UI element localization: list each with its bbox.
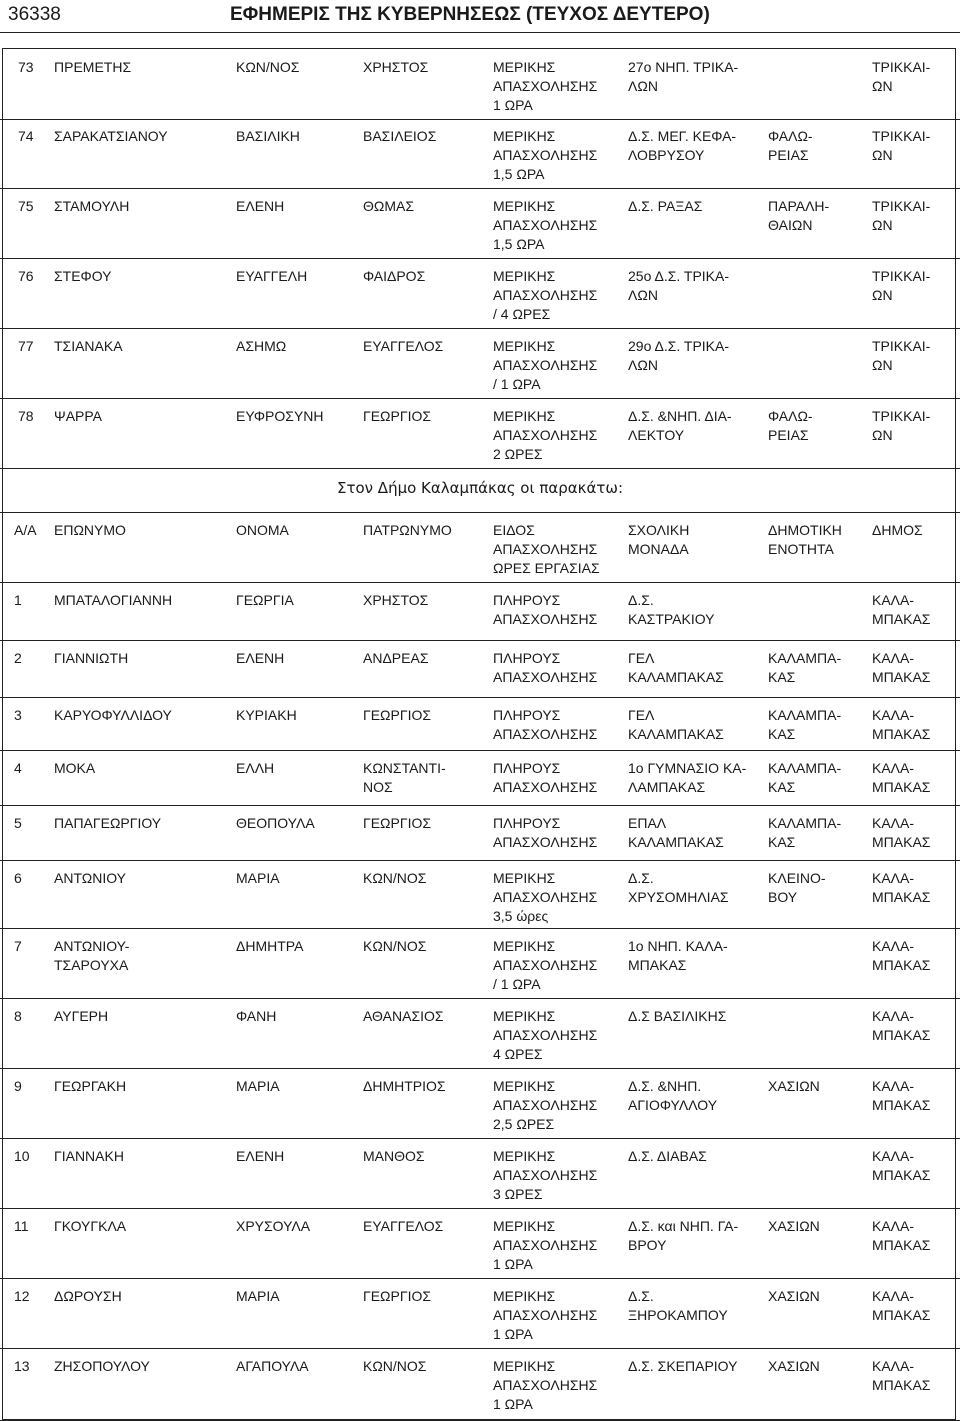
cell-surname: ΜΠΑΤΑΛΟΓΙΑΝΝΗ xyxy=(54,592,173,608)
cell-name: ΜΑΡΙΑ xyxy=(236,1078,280,1094)
cell-name: ΑΓΑΠΟΥΛΑ xyxy=(236,1358,309,1374)
cell-surname: ΤΣΙΑΝΑΚΑ xyxy=(54,338,123,354)
cell-school: Δ.Σ. ΚΑΣΤΡΑΚΙΟΥ xyxy=(628,592,715,627)
cell-school: Δ.Σ. &ΝΗΠ. ΔΙΑ- ΛΕΚΤΟΥ xyxy=(628,408,732,443)
table-row xyxy=(0,582,960,641)
table-row xyxy=(0,258,960,329)
cell-municipality: ΚΑΛΑ- ΜΠΑΚΑΣ xyxy=(872,815,931,850)
cell-father: ΧΡΗΣΤΟΣ xyxy=(363,59,429,75)
cell-unit: ΦΑΛΩ- ΡΕΙΑΣ xyxy=(768,128,813,163)
cell-type: ΜΕΡΙΚΗΣ ΑΠΑΣΧΟΛΗΣΗΣ 1,5 ΩΡΑ xyxy=(493,128,598,182)
table-row xyxy=(0,860,960,929)
cell-no: 12 xyxy=(14,1288,30,1304)
cell-unit: ΧΑΣΙΩΝ xyxy=(768,1078,820,1094)
section-title: Στον Δήμο Καλαμπάκας οι παρακάτω: xyxy=(336,479,624,497)
cell-name: ΘΕΟΠΟΥΛΑ xyxy=(236,815,315,831)
cell-type: ΠΛΗΡΟΥΣ ΑΠΑΣΧΟΛΗΣΗΣ xyxy=(493,592,598,627)
table-row xyxy=(0,998,960,1069)
cell-municipality: ΚΑΛΑ- ΜΠΑΚΑΣ xyxy=(872,650,931,685)
cell-school: Δ.Σ. ΞΗΡΟΚΑΜΠΟΥ xyxy=(628,1288,728,1323)
cell-municipality: ΤΡΙΚΚΑΙ- ΩΝ xyxy=(872,198,931,233)
cell-municipality: ΚΑΛΑ- ΜΠΑΚΑΣ xyxy=(872,592,931,627)
cell-name: ΧΡΥΣΟΥΛΑ xyxy=(236,1218,311,1234)
cell-surname: ΓΙΑΝΝΙΩΤΗ xyxy=(54,650,129,666)
cell-school: ΣΧΟΛΙΚΗ ΜΟΝΑΔΑ xyxy=(628,522,690,557)
cell-surname: ΓΚΟΥΓΚΛΑ xyxy=(54,1218,127,1234)
cell-no: 77 xyxy=(18,338,34,354)
cell-surname: ΣΤΕΦΟΥ xyxy=(54,268,112,284)
cell-municipality: ΚΑΛΑ- ΜΠΑΚΑΣ xyxy=(872,938,931,973)
cell-father: ΕΥΑΓΓΕΛΟΣ xyxy=(363,338,444,354)
cell-school: Δ.Σ. ΔΙΑΒΑΣ xyxy=(628,1148,707,1164)
cell-father: ΔΗΜΗΤΡΙΟΣ xyxy=(363,1078,446,1094)
table-row xyxy=(0,49,960,120)
table-row xyxy=(0,398,960,469)
cell-father: ΓΕΩΡΓΙΟΣ xyxy=(363,707,431,723)
cell-surname: ΠΡΕΜΕΤΗΣ xyxy=(54,59,132,75)
cell-type: ΜΕΡΙΚΗΣ ΑΠΑΣΧΟΛΗΣΗΣ / 1 ΩΡΑ xyxy=(493,338,598,392)
cell-father: ΜΑΝΘΟΣ xyxy=(363,1148,425,1164)
cell-no: 9 xyxy=(14,1078,22,1094)
cell-no: 3 xyxy=(14,707,22,723)
cell-father: ΚΩΝ/ΝΟΣ xyxy=(363,1358,427,1374)
cell-no: 8 xyxy=(14,1008,22,1024)
cell-type: ΜΕΡΙΚΗΣ ΑΠΑΣΧΟΛΗΣΗΣ / 4 ΩΡΕΣ xyxy=(493,268,598,322)
cell-name: ΕΛΕΝΗ xyxy=(236,650,285,666)
cell-school: 25ο Δ.Σ. ΤΡΙΚΑ- ΛΩΝ xyxy=(628,268,730,303)
cell-surname: ΜΟΚΑ xyxy=(54,760,96,776)
table-row xyxy=(0,328,960,399)
cell-name: ΕΛΛΗ xyxy=(236,760,275,776)
cell-surname: ΕΠΩΝΥΜΟ xyxy=(54,522,126,538)
cell-type: ΜΕΡΙΚΗΣ ΑΠΑΣΧΟΛΗΣΗΣ 1 ΩΡΑ xyxy=(493,59,598,113)
cell-no: 1 xyxy=(14,592,22,608)
cell-unit: ΚΑΛΑΜΠΑ- ΚΑΣ xyxy=(768,760,842,795)
cell-father: ΧΡΗΣΤΟΣ xyxy=(363,592,429,608)
cell-name: ΔΗΜΗΤΡΑ xyxy=(236,938,304,954)
cell-father: ΚΩΝ/ΝΟΣ xyxy=(363,870,427,886)
cell-school: Δ.Σ. ΡΑΞΑΣ xyxy=(628,198,703,214)
cell-type: ΜΕΡΙΚΗΣ ΑΠΑΣΧΟΛΗΣΗΣ 1 ΩΡΑ xyxy=(493,1358,598,1412)
cell-father: ΦΑΙΔΡΟΣ xyxy=(363,268,426,284)
cell-type: ΜΕΡΙΚΗΣ ΑΠΑΣΧΟΛΗΣΗΣ 1 ΩΡΑ xyxy=(493,1218,598,1272)
cell-no: 4 xyxy=(14,760,22,776)
cell-name: ΜΑΡΙΑ xyxy=(236,1288,280,1304)
cell-surname: ΓΙΑΝΝΑΚΗ xyxy=(54,1148,124,1164)
section-title-row xyxy=(0,470,960,513)
cell-name: ΕΥΑΓΓΕΛΗ xyxy=(236,268,308,284)
cell-no: 73 xyxy=(18,59,34,75)
cell-municipality: ΚΑΛΑ- ΜΠΑΚΑΣ xyxy=(872,1078,931,1113)
cell-type: ΜΕΡΙΚΗΣ ΑΠΑΣΧΟΛΗΣΗΣ 1,5 ΩΡΑ xyxy=(493,198,598,252)
cell-name: ΒΑΣΙΛΙΚΗ xyxy=(236,128,300,144)
cell-father: ΘΩΜΑΣ xyxy=(363,198,415,214)
table-row xyxy=(0,1138,960,1209)
cell-school: ΕΠΑΛ ΚΑΛΑΜΠΑΚΑΣ xyxy=(628,815,724,850)
cell-father: ΑΘΑΝΑΣΙΟΣ xyxy=(363,1008,444,1024)
table-row xyxy=(0,1278,960,1349)
cell-name: ΟΝΟΜΑ xyxy=(236,522,289,538)
cell-unit: ΧΑΣΙΩΝ xyxy=(768,1358,820,1374)
cell-municipality: ΚΑΛΑ- ΜΠΑΚΑΣ xyxy=(872,707,931,742)
cell-school: 29ο Δ.Σ. ΤΡΙΚΑ- ΛΩΝ xyxy=(628,338,730,373)
cell-name: ΓΕΩΡΓΙΑ xyxy=(236,592,294,608)
cell-municipality: ΤΡΙΚΚΑΙ- ΩΝ xyxy=(872,59,931,94)
cell-name: ΦΑΝΗ xyxy=(236,1008,277,1024)
cell-no: 7 xyxy=(14,938,22,954)
table-row xyxy=(0,640,960,698)
cell-school: Δ.Σ. &ΝΗΠ. ΑΓΙΟΦΥΛΛΟΥ xyxy=(628,1078,718,1113)
cell-type: ΠΛΗΡΟΥΣ ΑΠΑΣΧΟΛΗΣΗΣ xyxy=(493,650,598,685)
cell-father: ΚΩΝΣΤΑΝΤΙ- ΝΟΣ xyxy=(363,760,446,795)
cell-name: ΕΥΦΡΟΣΥΝΗ xyxy=(236,408,324,424)
cell-no: 10 xyxy=(14,1148,30,1164)
table-row xyxy=(0,118,960,189)
cell-no: 76 xyxy=(18,268,34,284)
cell-municipality: ΚΑΛΑ- ΜΠΑΚΑΣ xyxy=(872,1218,931,1253)
cell-municipality: ΚΑΛΑ- ΜΠΑΚΑΣ xyxy=(872,760,931,795)
cell-name: ΜΑΡΙΑ xyxy=(236,870,280,886)
cell-unit: ΔΗΜΟΤΙΚΗ ΕΝΟΤΗΤΑ xyxy=(768,522,842,557)
cell-unit: ΚΑΛΑΜΠΑ- ΚΑΣ xyxy=(768,707,842,742)
cell-no: 2 xyxy=(14,650,22,666)
cell-no: 13 xyxy=(14,1358,30,1374)
cell-father: ΚΩΝ/ΝΟΣ xyxy=(363,938,427,954)
cell-unit: ΧΑΣΙΩΝ xyxy=(768,1218,820,1234)
cell-no: 75 xyxy=(18,198,34,214)
cell-father: ΕΥΑΓΓΕΛΟΣ xyxy=(363,1218,444,1234)
cell-name: ΕΛΕΝΗ xyxy=(236,198,285,214)
table-header-row xyxy=(0,512,960,583)
cell-no: 11 xyxy=(14,1218,29,1234)
cell-surname: ΣΑΡΑΚΑΤΣΙΑΝΟΥ xyxy=(54,128,168,144)
cell-surname: ΑΝΤΩΝΙΟΥ xyxy=(54,870,126,886)
cell-municipality: ΤΡΙΚΚΑΙ- ΩΝ xyxy=(872,408,931,443)
cell-no: Α/Α xyxy=(14,522,37,538)
cell-surname: ΑΝΤΩΝΙΟΥ- ΤΣΑΡΟΥΧΑ xyxy=(54,938,130,973)
cell-surname: ΠΑΠΑΓΕΩΡΓΙΟΥ xyxy=(54,815,162,831)
cell-name: ΚΥΡΙΑΚΗ xyxy=(236,707,297,723)
page-number: 36338 xyxy=(8,4,61,25)
cell-surname: ΣΤΑΜΟΥΛΗ xyxy=(54,198,130,214)
cell-municipality: ΚΑΛΑ- ΜΠΑΚΑΣ xyxy=(872,870,931,905)
cell-type: ΜΕΡΙΚΗΣ ΑΠΑΣΧΟΛΗΣΗΣ 3,5 ώρες xyxy=(493,870,598,924)
cell-father: ΓΕΩΡΓΙΟΣ xyxy=(363,1288,431,1304)
cell-school: 27ο ΝΗΠ. ΤΡΙΚΑ- ΛΩΝ xyxy=(628,59,739,94)
cell-municipality: ΚΑΛΑ- ΜΠΑΚΑΣ xyxy=(872,1008,931,1043)
cell-no: 74 xyxy=(18,128,34,144)
cell-municipality: ΚΑΛΑ- ΜΠΑΚΑΣ xyxy=(872,1358,931,1393)
cell-type: ΠΛΗΡΟΥΣ ΑΠΑΣΧΟΛΗΣΗΣ xyxy=(493,815,598,850)
table-row xyxy=(0,188,960,259)
cell-type: ΠΛΗΡΟΥΣ ΑΠΑΣΧΟΛΗΣΗΣ xyxy=(493,707,598,742)
cell-school: Δ.Σ. ΣΚΕΠΑΡΙΟΥ xyxy=(628,1358,738,1374)
cell-school: ΓΕΛ ΚΑΛΑΜΠΑΚΑΣ xyxy=(628,650,724,685)
cell-father: ΓΕΩΡΓΙΟΣ xyxy=(363,815,431,831)
cell-type: ΜΕΡΙΚΗΣ ΑΠΑΣΧΟΛΗΣΗΣ 1 ΩΡΑ xyxy=(493,1288,598,1342)
cell-type: ΜΕΡΙΚΗΣ ΑΠΑΣΧΟΛΗΣΗΣ / 1 ΩΡΑ xyxy=(493,938,598,992)
cell-surname: ΚΑΡΥΟΦΥΛΛΙΔΟΥ xyxy=(54,707,172,723)
cell-school: 1ο ΓΥΜΝΑΣΙΟ ΚΑ- ΛΑΜΠΑΚΑΣ xyxy=(628,760,747,795)
cell-surname: ΔΩΡΟΥΣΗ xyxy=(54,1288,122,1304)
table-row xyxy=(0,1208,960,1279)
cell-unit: ΚΑΛΑΜΠΑ- ΚΑΣ xyxy=(768,650,842,685)
cell-name: ΚΩΝ/ΝΟΣ xyxy=(236,59,300,75)
cell-municipality: ΚΑΛΑ- ΜΠΑΚΑΣ xyxy=(872,1148,931,1183)
cell-unit: ΦΑΛΩ- ΡΕΙΑΣ xyxy=(768,408,813,443)
cell-school: 1ο ΝΗΠ. ΚΑΛΑ- ΜΠΑΚΑΣ xyxy=(628,938,728,973)
table-row xyxy=(0,1348,960,1421)
cell-surname: ΨΑΡΡΑ xyxy=(54,408,103,424)
cell-no: 6 xyxy=(14,870,22,886)
cell-school: Δ.Σ ΒΑΣΙΛΙΚΗΣ xyxy=(628,1008,727,1024)
cell-surname: ΖΗΣΟΠΟΥΛΟΥ xyxy=(54,1358,150,1374)
cell-type: ΜΕΡΙΚΗΣ ΑΠΑΣΧΟΛΗΣΗΣ 2,5 ΩΡΕΣ xyxy=(493,1078,598,1132)
cell-father: ΑΝΔΡΕΑΣ xyxy=(363,650,429,666)
cell-unit: ΧΑΣΙΩΝ xyxy=(768,1288,820,1304)
table-row xyxy=(0,1068,960,1139)
cell-municipality: ΤΡΙΚΚΑΙ- ΩΝ xyxy=(872,128,931,163)
cell-school: Δ.Σ. ΧΡΥΣΟΜΗΛΙΑΣ xyxy=(628,870,729,905)
cell-father: ΠΑΤΡΩΝΥΜΟ xyxy=(363,522,452,538)
cell-name: ΑΣΗΜΩ xyxy=(236,338,287,354)
cell-father: ΓΕΩΡΓΙΟΣ xyxy=(363,408,431,424)
cell-type: ΕΙΔΟΣ ΑΠΑΣΧΟΛΗΣΗΣ ΩΡΕΣ ΕΡΓΑΣΙΑΣ xyxy=(493,522,600,576)
cell-school: Δ.Σ. ΜΕΓ. ΚΕΦΑ- ΛΟΒΡΥΣΟΥ xyxy=(628,128,737,163)
cell-municipality: ΚΑΛΑ- ΜΠΑΚΑΣ xyxy=(872,1288,931,1323)
cell-school: ΓΕΛ ΚΑΛΑΜΠΑΚΑΣ xyxy=(628,707,724,742)
cell-municipality: ΤΡΙΚΚΑΙ- ΩΝ xyxy=(872,268,931,303)
table-row xyxy=(0,697,960,751)
cell-type: ΜΕΡΙΚΗΣ ΑΠΑΣΧΟΛΗΣΗΣ 3 ΩΡΕΣ xyxy=(493,1148,598,1202)
cell-type: ΜΕΡΙΚΗΣ ΑΠΑΣΧΟΛΗΣΗΣ 4 ΩΡΕΣ xyxy=(493,1008,598,1062)
cell-unit: ΚΑΛΑΜΠΑ- ΚΑΣ xyxy=(768,815,842,850)
cell-type: ΠΛΗΡΟΥΣ ΑΠΑΣΧΟΛΗΣΗΣ xyxy=(493,760,598,795)
page-header xyxy=(0,0,960,33)
table-row xyxy=(0,750,960,806)
cell-unit: ΠΑΡΑΛΗ- ΘΑΙΩΝ xyxy=(768,198,830,233)
cell-municipality: ΔΗΜΟΣ xyxy=(872,522,923,538)
cell-no: 5 xyxy=(14,815,22,831)
gazette-title: ΕΦΗΜΕΡΙΣ ΤΗΣ ΚΥΒΕΡΝΗΣΕΩΣ (ΤΕΥΧΟΣ ΔΕΥΤΕΡΟ) xyxy=(230,4,710,25)
cell-name: ΕΛΕΝΗ xyxy=(236,1148,285,1164)
cell-type: ΜΕΡΙΚΗΣ ΑΠΑΣΧΟΛΗΣΗΣ 2 ΩΡΕΣ xyxy=(493,408,598,462)
cell-surname: ΑΥΓΕΡΗ xyxy=(54,1008,109,1024)
cell-unit: ΚΛΕΙΝΟ- ΒΟΥ xyxy=(768,870,826,905)
cell-municipality: ΤΡΙΚΚΑΙ- ΩΝ xyxy=(872,338,931,373)
table-row xyxy=(0,805,960,861)
cell-school: Δ.Σ. και ΝΗΠ. ΓΑ- ΒΡΟΥ xyxy=(628,1218,739,1253)
cell-father: ΒΑΣΙΛΕΙΟΣ xyxy=(363,128,437,144)
table-row xyxy=(0,928,960,999)
cell-no: 78 xyxy=(18,408,34,424)
cell-surname: ΓΕΩΡΓΑΚΗ xyxy=(54,1078,127,1094)
